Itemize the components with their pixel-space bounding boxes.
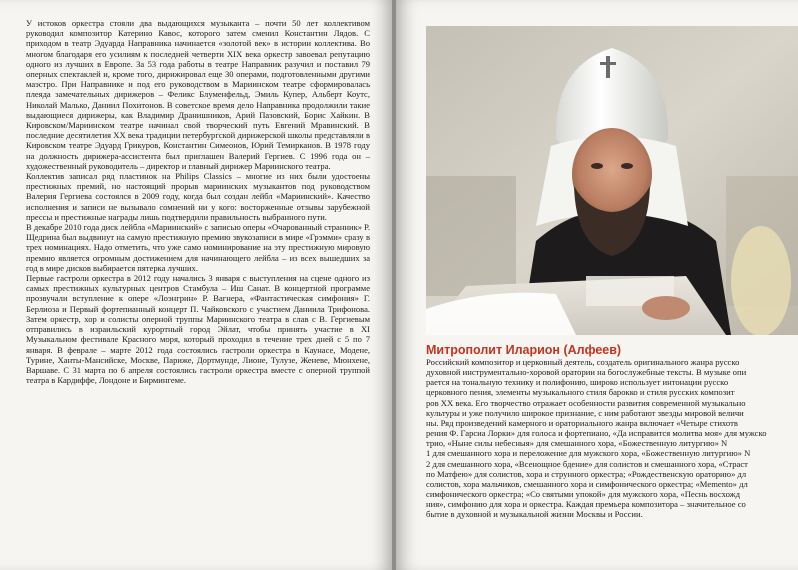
caption-line: по Матфею» для солистов, хора и струнного оркестра; «Рождественскую ораторию» дл [426, 468, 747, 479]
article-paragraph-4: Первые гастроли оркестра в 2012 году начались 3 января с выступления на сцене одного из самых престижных культурных центров Стамбула – Иш Санат. В концертной программе прозвучали вступление к опере «Лоэнгрин» Р. Вагнера, «Фантастическая симфония» Г. Берлиоза и Первый фортепианный концерт П. Чайковского с участием Даниила Трифонова. Затем оркестр, хор и солисты оперной труппы Мариинского театра в слав с В. Гергиевым отправились в израильский курортный город Эйлат, чтобы принять участие в XI Музыкальном фестивале Красного моря, который проходил в течение трех дней с 5 по 7 января. В феврале – марте 2012 года состоялись гастроли оркестра в Каунасе, Модене, Турине, Ханты-Мансийске, Москве, Париже, Дортмунде, Лионе, Тулузе, Женеве, Мюнхене, Варшаве. С 31 марта по 6 апреля состоялись гастроли оркестра вместе с оперной труппой театра в Кардиффе, Лондоне и Бирмингеме. [26, 273, 370, 386]
left-page [0, 0, 392, 570]
article-body [26, 18, 370, 385]
metropolitan-portrait-photo [426, 26, 798, 335]
caption-title: Митрополит Иларион (Алфеев) [426, 343, 622, 357]
caption-line: бытие в духовной и музыкальной жизни Москвы и России. [426, 509, 643, 520]
caption-line: симфонического оркестра; «Со святыми упокой» для мужского хора, «Песнь восхожд [426, 489, 740, 500]
caption-line: солистов, хора мальчиков, смешанного хора и симфонического оркестра; «Memento» дл [426, 478, 748, 489]
caption-line: ния», симфонию для хора и оркестра. Каждая премьера композитора – значительное со [426, 499, 746, 510]
article-paragraph-3: В декабре 2010 года диск лейбла «Мариинский» с записью оперы «Очарованный странник» Р. Щедрина был выдвинут на самую престижную премию звукозаписи в мире «Грэмми» сразу в трех номинациях. Надо отметить, что уже само номинирование на эту престижную мировую премию является огромным достижением для начинающего лейбла – из всех вышедших за год в мире дисков выбирается пятерка лучших. [26, 222, 370, 273]
caption-line: 1 для смешанного хора и переложение для мужского хора, «Божественную литургию» N [426, 448, 751, 459]
caption-line: ны. Ряд произведений камерного и ораториального жанра включает «Четыре стихотв [426, 417, 738, 428]
caption-line: духовной инструментально-хоровой оратории на богослужебные тексты. В музыке опи [426, 367, 747, 378]
caption-line: трио, «Ныне силы небесныя» для смешанного хора, «Божественную литургию» N [426, 438, 728, 449]
caption-line: рается на тональную технику и полифонию, широко использует интонации русско [426, 377, 729, 388]
caption-line: 2 для смешанного хора, «Всенощное бдение» для солистов и смешанного хора, «Страст [426, 458, 748, 469]
caption-line: ров XX века. Его творчество отражает особенности развития современной музыкально [426, 397, 746, 408]
article-paragraph-1: У истоков оркестра стояли два выдающихся музыканта – почти 50 лет коллективом руководил композитор Катерино Кавос, которого затем сменил Константин Лядов. С приходом в театр Эдуарда Направника начинается «золотой век» в истории коллектива. Во многом благодаря его усилиям к последней четверти XIX века оркестр завоевал репутацию одного из лучших в Европе. За 53 года работы в театре Направник разучил и поставил 79 оперных спектаклей и, кроме того, дирижировал еще 30 операми, подготовленными другими маэстро. При Направнике и под его руководством в Мариинском театре сформировалась плеяда замечательных дирижеров – Феликс Блуменфельд, Эмиль Купер, Альберт Коутс, Николай Малько, Даниил Похитонов. В советское время дело Направника продолжили такие выдающиеся дирижеры, как Владимир Дранишников, Арий Пазовский, Борис Хайкин. В Кировском/Мариинском театре начинал свой творческий путь Евгений Мравинский. В последние десятилетия XX века традиции петербургской дирижерской школы представляли в Кировском театре Эдуард Грикуров, Константин Симеонов, Юрий Темирканов. В 1978 году на должность дирижера-ассистента был приглашен Валерий Гергиев. С 1996 года он – художественный руководитель – директор и главный дирижер Мариинского театра. [26, 18, 370, 171]
caption-line: культуры и уже получило широкое признание, с ним работают звезды мировой величи [426, 407, 744, 418]
caption-line: рения Ф. Гарсиа Лорки» для голоса и фортепиано, «Да исправится молитва моя» для мужско [426, 428, 767, 439]
right-page [396, 0, 798, 570]
caption-text [426, 357, 798, 557]
article-paragraph-2: Коллектив записал ряд пластинок на Philips Classics – многие из них были удостоены престижных премий, но настоящий прорыв мариинских музыкантов под руководством Валерия Гергиева состоялся в 2009 году, когда был создан лейбл «Мариинский». Качество исполнения и записи не вызывало сомнений ни у кого: восторженные отзывы зарубежной прессы и престижные награды лишь подтвердили правильность выбранного пути. [26, 171, 370, 222]
caption-line: церковного пения, элементы музыкального стиля барокко и стиля русских композит [426, 387, 735, 398]
caption-line: Российский композитор и церковный деятель, создатель оригинального жанра русско [426, 357, 740, 367]
